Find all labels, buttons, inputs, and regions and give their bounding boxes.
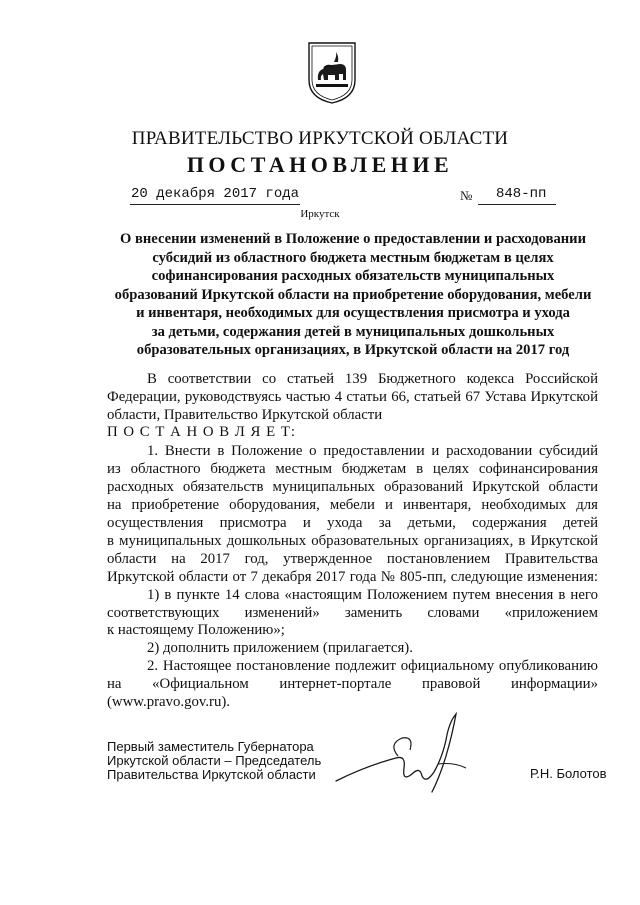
body-line: Иркутской области от 7 декабря 2017 года № 805-пп, следующие изменения:	[107, 569, 598, 585]
number-underline	[478, 204, 556, 205]
body-line: области, Правительство Иркутской области	[107, 407, 383, 423]
body-line: Федерации, руководствуясь частью 4 статьи 66, статьей 67 Устава Иркутской	[107, 389, 598, 405]
handwritten-signature	[318, 706, 478, 796]
body-line: области на 2017 год, утвержденное постановлением Правительства	[107, 551, 598, 567]
body-line: 2) дополнить приложением (прилагается).	[147, 640, 413, 656]
title-line: О внесении изменений в Положение о предоставлении и расходовании	[120, 231, 586, 247]
body-line: на «Официальном интернет-портале правовой информации»	[107, 676, 598, 692]
signatory-name: Р.Н. Болотов	[530, 766, 607, 781]
place-of-issue: Иркутск	[300, 208, 340, 220]
body-line: 1) в пункте 14 слова «настоящим Положением путем внесения в него	[147, 587, 598, 603]
body-line: на приобретение оборудования, мебели и инвентаря, необходимых для	[107, 497, 598, 513]
coat-of-arms-emblem	[306, 40, 358, 106]
title-line: образований Иркутской области на приобретение оборудования, мебели	[114, 286, 592, 303]
resolves-label: П О С Т А Н О В Л Я Е Т:	[107, 424, 296, 440]
body-line: 2. Настоящее постановление подлежит официальному опубликованию	[147, 658, 598, 674]
government-name: ПРАВИТЕЛЬСТВО ИРКУТСКОЙ ОБЛАСТИ	[131, 128, 509, 149]
body-line: расходных обязательств муниципальных образований Иркутской области	[107, 479, 598, 495]
document-number: 848-пп	[496, 186, 547, 202]
signatory-position-line: Правительства Иркутской области	[107, 767, 316, 782]
signatory-position-line: Иркутской области – Председатель	[107, 753, 322, 768]
title-line: и инвентаря, необходимых для осуществления присмотра и ухода	[136, 305, 570, 321]
number-sign: №	[460, 188, 473, 203]
body-line: к настоящему Положению»;	[107, 622, 285, 638]
body-line: в муниципальных дошкольных образовательных организациях, в Иркутской	[107, 533, 598, 549]
title-line: образовательных организациях, в Иркутской области на 2017 год	[136, 342, 570, 358]
date-underline	[130, 204, 300, 205]
document-title	[108, 230, 598, 360]
signatory-position-line: Первый заместитель Губернатора	[107, 739, 314, 754]
body-line: 1. Внести в Положение о предоставлении и расходовании субсидий	[147, 443, 598, 459]
title-line: субсидий из областного бюджета местным бюджетам в целях	[152, 249, 554, 266]
body-line: из областного бюджета местным бюджетам в целях софинансирования	[107, 461, 598, 477]
body-line: осуществления присмотра и ухода за детьми, содержания детей	[107, 515, 598, 531]
document-date: 20 декабря 2017 года	[131, 186, 300, 202]
body-line: (www.pravo.gov.ru).	[107, 694, 230, 710]
document-type: ПОСТАНОВЛЕНИЕ	[186, 152, 454, 177]
body-line: В соответствии со статьей 139 Бюджетного кодекса Российской	[147, 371, 598, 387]
title-line: за детьми, содержания детей в муниципальных дошкольных	[151, 323, 555, 340]
title-line: софинансирования расходных обязательств муниципальных	[151, 268, 555, 284]
body-line: соответствующих изменений» заменить словами «приложением	[107, 605, 598, 621]
